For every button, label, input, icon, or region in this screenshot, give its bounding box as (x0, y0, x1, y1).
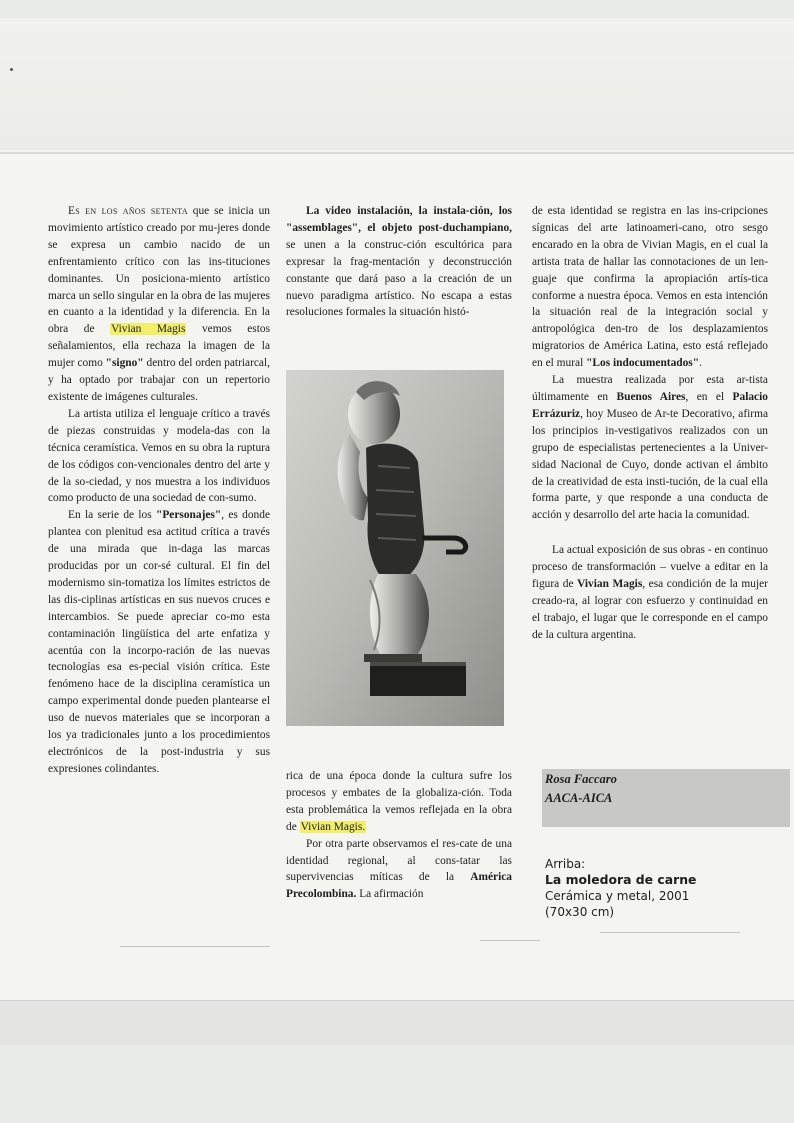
author-credit (545, 770, 745, 808)
paragraph-identity: Por otra parte observamos el res-cate de una identidad regional, al cons-tatar las supervivencias míticas de la América Precolombina. La afirmación (286, 837, 512, 901)
scan-bottom-band (0, 1000, 794, 1045)
signo-term: "signo" (105, 357, 144, 370)
artwork-materials: Cerámica y metal, 2001 (545, 889, 690, 903)
paragraph-latin-american: de esta identidad se registra en las ins-cripciones sígnicas del arte latinoameri-cano, otro sesgo encarado en la obra de Vivian Magis, en el cual la artista trata de hallar las connotaciones de un len-guaje que confirma la apropiación artís-tica conforme a nuestra época. Vemos en esta intención la situación real de la integración social y antropológica den-tro de los desplazamientos migratorios de América Latina, esto está reflejado en el mural "Los indocumentados". (532, 205, 768, 370)
artist-name-highlight: Vivian Magis (111, 323, 186, 336)
article-column-1 (48, 203, 270, 778)
artist-name-highlight: Vivian Magis. (300, 820, 366, 833)
scan-smudge (480, 940, 540, 941)
photo-caption (545, 856, 765, 920)
paragraph-personajes: En la serie de los "Personajes", es donde plantea con plenitud esa actitud crítica a través de una mirada que in-daga las marcas producidas por un cor-sé cultural. El fin del modernismo sin-tomatiza los límites estrictos de las dis-ciplinas artísticas en sus nuevos cruces e intercambios. Se puede apreciar co-mo esta contaminación lingüística del arte enfatiza y acentúa con la incorpo-ración de las nuevas tecnologías esa es-pecial visión crítica. Este fenómeno hace de la disciplina ceramística un campo experimental donde pueden plantearse el uso de nuevos materiales que se incorporan a los ya tradicionales junto a los procedimientos electrónicos de la post-industria y sus expresiones colindantes. (48, 509, 270, 775)
lead-in: Es en los años setenta (68, 205, 188, 217)
caption-label: Arriba: (545, 857, 586, 871)
article-column-2-bottom (286, 768, 512, 903)
series-title: "Personajes" (156, 509, 222, 522)
paragraph-intro: Es en los años setenta que se inicia un movimiento artístico creado por mu-jeres donde se expresa un cambio nacido de un enfrentamiento crítico con las ins-tituciones dominantes. Un posiciona-miento artístico marca un sello singular en la obra de las mujeres en cuanto a la identidad y la diferencia. En la obra de Vivian Magis vemos estos señalamientos, ella rechaza la imagen de la mujer como "signo" dentro del orden patriarcal, y ha optado por trabajar con un repertorio existente de imágenes culturales. (48, 205, 270, 403)
paragraph-installation: La video instalación, la instala-ción, los "assemblages", el objeto post-duchampiano, se unen a la construc-ción escultórica para expresar la frag-mentación y deconstrucción constante que dará paso a la creación de un nuevo paradigma artístico. No escapa a estas resoluciones formales la situación histó- (286, 205, 512, 319)
paper-speck (10, 68, 13, 71)
paragraph-current-exhibition: La actual exposición de sus obras - en continuo proceso de transformación – vuelve a editar en la figura de Vivian Magis, esa condición de la mujer creado-ra, al lograr con esfuerzo y continuidad en el trabajo, el lugar que le corresponde en el campo de la cultura argentina. (532, 544, 768, 641)
article-column-3 (532, 203, 768, 644)
scan-smudge (120, 946, 270, 947)
artist-name: Vivian Magis (577, 578, 643, 591)
article-column-2-top (286, 203, 512, 321)
blank-top-margin (0, 18, 794, 150)
scan-smudge (600, 932, 740, 933)
paragraph-technique: La artista utiliza el lenguaje crítico a través de piezas construidas y modela-das con la técnica ceramística. Vemos en su obra la ruptura de los códigos con-vencionales dentro del arte y de la so-ciedad, y nos muestra a los individuos como producto de una sociedad de con-sumo. (48, 407, 270, 505)
mural-title: "Los indocumentados" (586, 357, 700, 370)
author-organization: AACA-AICA (545, 791, 613, 805)
artwork-size: (70x30 cm) (545, 905, 615, 919)
fold-line (0, 152, 794, 154)
author-name: Rosa Faccaro (545, 772, 617, 786)
artwork-title: La moledora de carne (545, 872, 697, 887)
paragraph-exhibition: La muestra realizada por esta ar-tista últimamente en Buenos Aires, en el Palacio Errázuriz, hoy Museo de Ar-te Decorativo, afirma los principios in-vestigativos realizados con un grupo de especialistas pertenecientes a la Univer-sidad Nacional de Cuyo, donde activan el ámbito de la creatividad de esta insti-tución, de la cual ella forma parte, y que responde a una conducta de acción y desarrollo del arte hacia la comunidad. (532, 374, 768, 522)
paragraph-globalization: rica de una época donde la cultura sufre los procesos y embates de la globaliza-ción. Toda esta problemática la vemos reflejada en la obra de Vivian Magis. (286, 770, 512, 833)
sculpture-photo (286, 370, 504, 726)
